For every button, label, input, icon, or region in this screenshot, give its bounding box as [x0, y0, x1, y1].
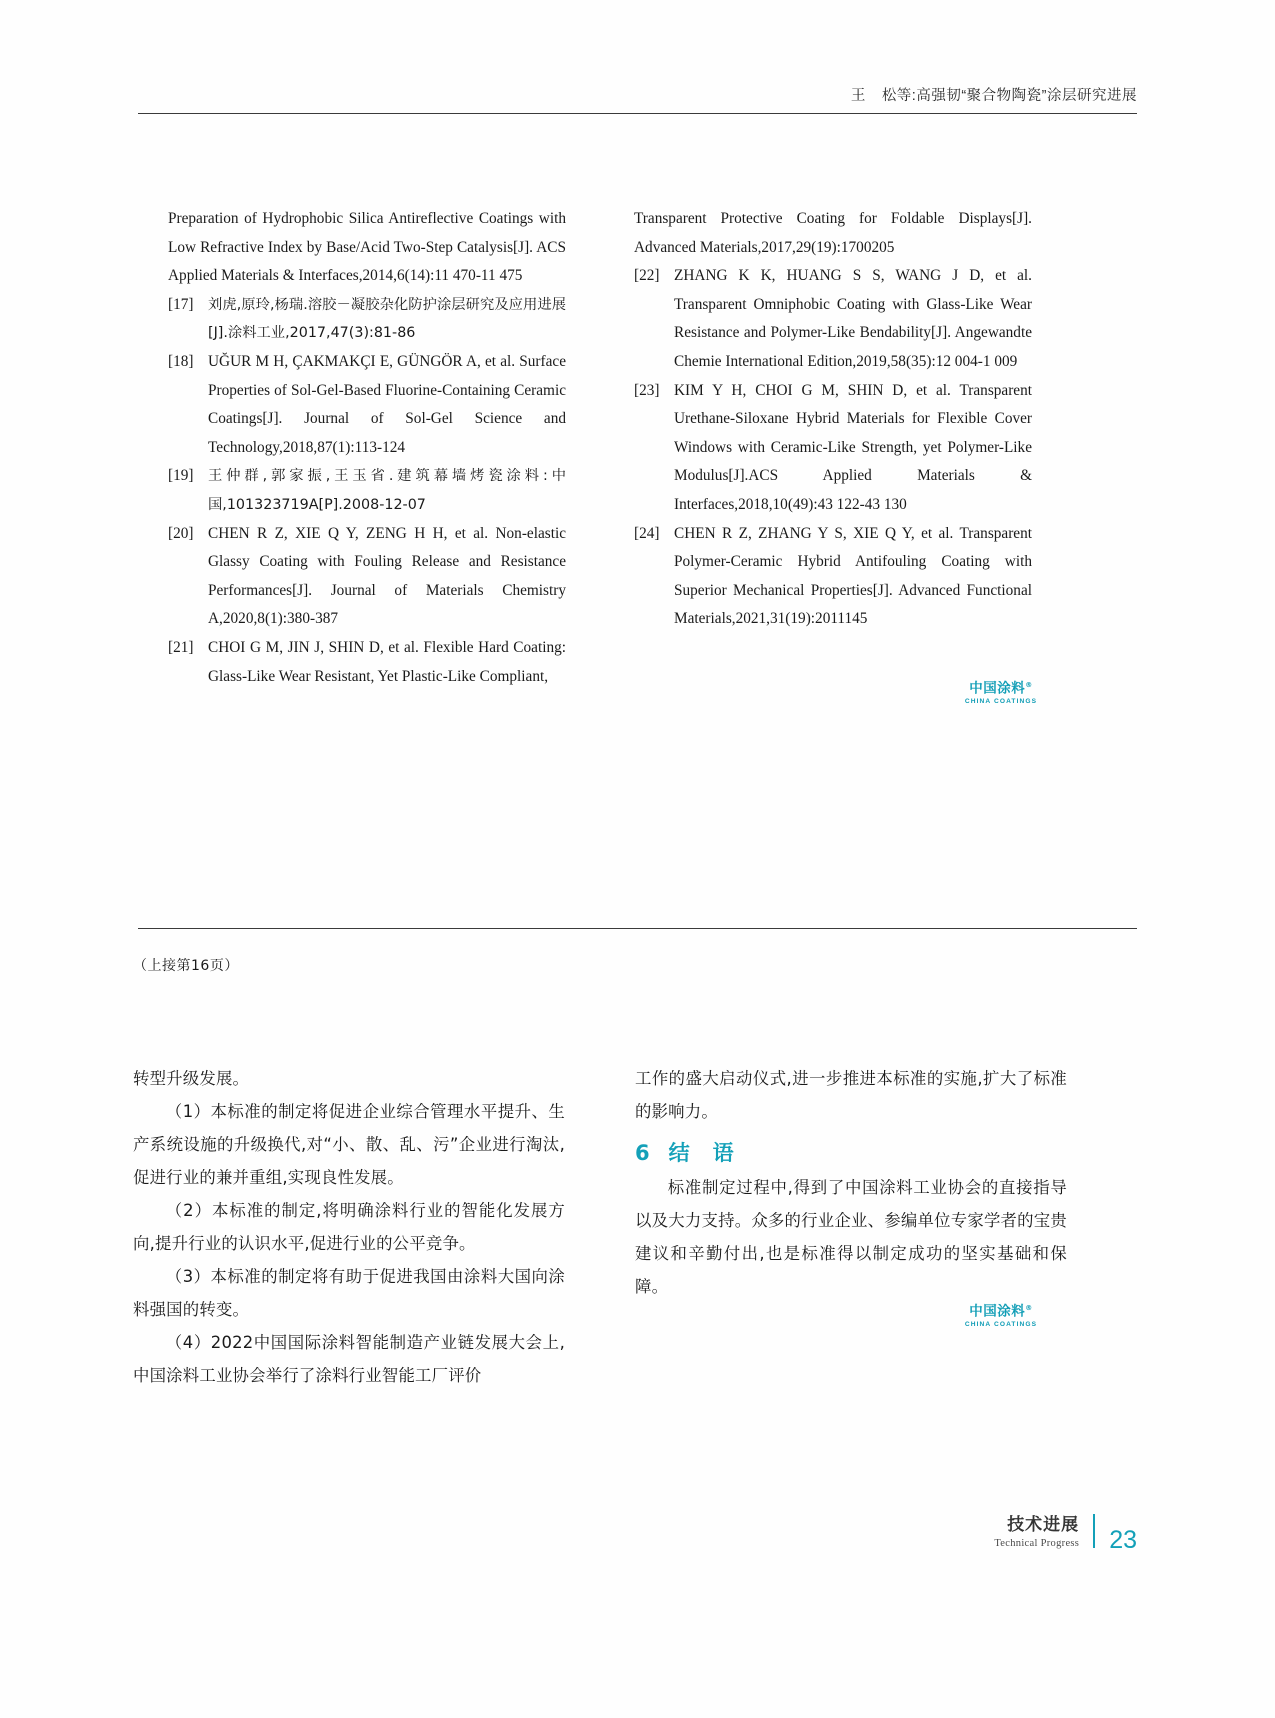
footer-section-en: Technical Progress	[994, 1537, 1080, 1549]
header-author: 王	[850, 88, 866, 104]
reference-number: [17]	[168, 295, 194, 313]
article-right-column	[635, 1062, 1067, 1392]
reference-continuation: Preparation of Hydrophobic Silica Antireflective Coatings with Low Refractive Index by Base/Acid Two-Step Catalysis[J]. ACS Applied Materials & Interfaces,2014,6(14):11 470-11 475	[168, 210, 566, 285]
reference-item	[634, 262, 1032, 376]
reference-text: CHEN R Z, ZHANG Y S, XIE Q Y, et al. Transparent Polymer-Ceramic Hybrid Antifouling Coating with Superior Mechanical Properties[J]. Advanced Functional Materials,2021,31(19):2011145	[674, 524, 1032, 628]
article-body	[133, 1062, 1068, 1392]
paragraph: （4）2022中国国际涂料智能制造产业链发展大会上,中国涂料工业协会举行了涂料行业智能工厂评价	[133, 1333, 565, 1385]
reference-continuation: Transparent Protective Coating for Foldable Displays[J]. Advanced Materials,2017,29(19):1700205	[634, 210, 1032, 256]
footer-section-label	[994, 1516, 1079, 1550]
references-left-column	[168, 205, 566, 691]
reference-item	[168, 291, 566, 348]
header-title: 松等:高强韧“聚合物陶瓷”涂层研究进展	[881, 88, 1137, 104]
paragraph: 标准制定过程中,得到了中国涂料工业协会的直接指导以及大力支持。众多的行业企业、参编单位专家学者的宝贵建议和辛勤付出,也是标准得以制定成功的坚实基础和保障。	[635, 1178, 1067, 1296]
reference-number: [22]	[634, 267, 660, 285]
paragraph: 转型升级发展。	[133, 1069, 250, 1088]
reference-item	[168, 348, 566, 462]
article-left-column	[133, 1062, 565, 1392]
reference-text: UĞUR M H, ÇAKMAKÇI E, GÜNGÖR A, et al. Surface Properties of Sol-Gel-Based Fluorine-Containing Ceramic Coatings[J]. Journal of Sol-Gel Science and Technology,2018,87(1):113-124	[208, 352, 566, 456]
reference-number: [19]	[168, 467, 194, 485]
reference-text: 刘虎,原玲,杨瑞.溶胶－凝胶杂化防护涂层研究及应用进展[J].涂料工业,2017,47(3):81-86	[208, 296, 566, 342]
reference-text: CHEN R Z, XIE Q Y, ZENG H H, et al. Non-elastic Glassy Coating with Fouling Release and Resistance Performances[J]. Journal of Materials Chemistry A,2020,8(1):380-387	[208, 524, 566, 628]
china-coatings-logo	[962, 1305, 1040, 1329]
reference-number: [20]	[168, 524, 194, 542]
paragraph: （3）本标准的制定将有助于促进我国由涂料大国向涂料强国的转变。	[133, 1267, 565, 1319]
logo-en-text: CHINA COATINGS	[964, 1321, 1038, 1328]
logo-registered-mark: ®	[1025, 1304, 1033, 1312]
reference-text: CHOI G M, JIN J, SHIN D, et al. Flexible Hard Coating: Glass-Like Wear Resistant, Yet Plastic-Like Compliant,	[208, 638, 566, 685]
paragraph: 工作的盛大启动仪式,进一步推进本标准的实施,扩大了标准的影响力。	[635, 1069, 1067, 1121]
logo-cn-text: 中国涂料®	[969, 1303, 1033, 1320]
logo-en-text: CHINA COATINGS	[964, 698, 1038, 705]
paragraph: （1）本标准的制定将促进企业综合管理水平提升、生产系统设施的升级换代,对“小、散、乱、污”企业进行淘汰,促进行业的兼并重组,实现良性发展。	[133, 1102, 565, 1187]
reference-number: [21]	[168, 638, 194, 656]
reference-number: [23]	[634, 381, 660, 399]
logo-registered-mark: ®	[1025, 681, 1033, 689]
paragraph: （2）本标准的制定,将明确涂料行业的智能化发展方向,提升行业的认识水平,促进行业的公平竞争。	[133, 1201, 565, 1253]
reference-text: KIM Y H, CHOI G M, SHIN D, et al. Transparent Urethane-Siloxane Hybrid Materials for Flexible Cover Windows with Ceramic-Like Strength, yet Polymer-Like Modulus[J].ACS Applied Materials & Interfaces,2018,10(49):43 122-43 130	[674, 381, 1032, 513]
china-coatings-logo	[962, 682, 1040, 706]
reference-item	[168, 520, 566, 634]
reference-item	[634, 377, 1032, 520]
continued-from-note: （上接第16页）	[133, 958, 239, 974]
footer-section-cn: 技术进展	[1007, 1515, 1080, 1536]
reference-item	[168, 634, 566, 691]
running-header	[851, 84, 1137, 105]
footer-accent-bar	[1093, 1514, 1095, 1548]
header-divider	[138, 113, 1137, 114]
section-number: 6	[635, 1141, 651, 1165]
page-footer	[994, 1514, 1137, 1554]
reference-number: [18]	[168, 352, 194, 370]
article-divider	[138, 928, 1137, 929]
references-section	[168, 205, 1068, 691]
reference-item	[168, 462, 566, 519]
reference-text: 王仲群,郭家振,王玉省.建筑幕墙烤瓷涂料:中国,101323719A[P].2008-12-07	[208, 468, 566, 513]
logo-cn-text: 中国涂料®	[969, 680, 1033, 697]
references-right-column	[634, 205, 1032, 691]
reference-item	[634, 520, 1032, 634]
section-title: 结 语	[668, 1141, 735, 1165]
section-heading	[635, 1137, 1067, 1167]
page-number: 23	[1109, 1526, 1137, 1554]
reference-text: ZHANG K K, HUANG S S, WANG J D, et al. Transparent Omniphobic Coating with Glass-Like Wear Resistance and Polymer-Like Bendability[J]. Angewandte Chemie International Edition,2019,58(35):12 004-1 009	[674, 267, 1032, 370]
reference-number: [24]	[634, 524, 660, 542]
